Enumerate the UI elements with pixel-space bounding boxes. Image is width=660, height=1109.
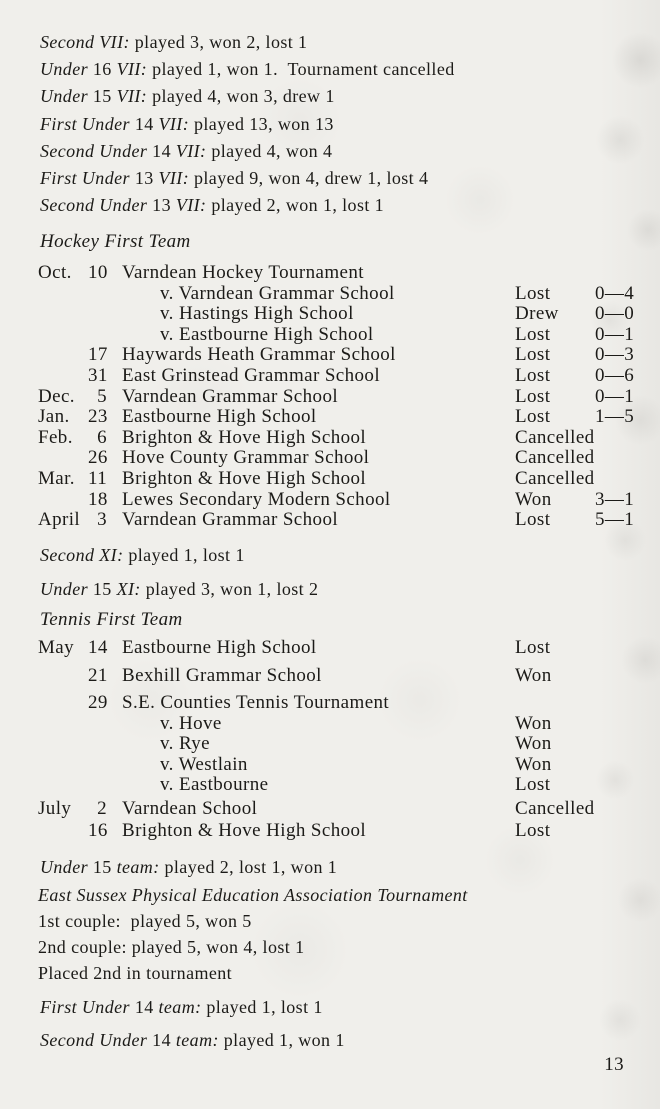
match-result: Lost (515, 820, 551, 842)
match-day (88, 304, 107, 325)
match-row (0, 284, 660, 305)
second-xi-summary: Second XI: played 1, lost 1 (40, 545, 245, 565)
match-row (0, 510, 660, 531)
match-month (38, 490, 88, 511)
match-opponent: Varndean School (122, 798, 258, 820)
match-row (0, 821, 660, 842)
match-row (0, 387, 660, 408)
match-month (38, 693, 88, 714)
match-month (38, 325, 88, 346)
match-opponent: v. Hastings High School (160, 303, 354, 325)
match-month (38, 714, 88, 735)
match-score (595, 714, 655, 735)
match-month: Mar. (38, 467, 75, 489)
match-result: Cancelled (515, 426, 595, 448)
match-result: Lost (515, 344, 551, 366)
match-opponent: v. Hove (160, 712, 222, 734)
match-day: 16 (88, 820, 108, 842)
hockey-section-heading: Hockey First Team (40, 231, 191, 252)
match-result: Cancelled (515, 798, 595, 820)
netball-summary-line: Under 15 VII: played 4, won 3, drew 1 (40, 86, 335, 107)
first-couple-summary: 1st couple: played 5, won 5 (38, 911, 252, 931)
match-row (0, 734, 660, 755)
match-row (0, 666, 660, 687)
match-month (38, 304, 88, 325)
match-row (0, 325, 660, 346)
match-day (88, 325, 107, 346)
match-row (0, 714, 660, 735)
match-score (595, 263, 655, 284)
second-under-14-summary: Second Under 14 team: played 1, won 1 (40, 1030, 345, 1050)
match-score (595, 428, 655, 449)
match-month: Oct. (38, 262, 72, 283)
netball-summary-line: Second VII: played 3, won 2, lost 1 (40, 32, 308, 52)
match-result: Cancelled (515, 447, 595, 469)
match-opponent: Varndean Grammar School (122, 509, 339, 531)
match-day: 2 (97, 798, 107, 820)
match-day: 23 (88, 406, 108, 428)
match-opponent: v. Rye (160, 733, 211, 755)
match-month: July (38, 798, 72, 820)
hockey-results-table (0, 263, 660, 531)
match-score: 0—1 (595, 385, 635, 407)
match-row (0, 345, 660, 366)
match-opponent: v. Varndean Grammar School (160, 282, 395, 304)
match-score: 0—1 (595, 323, 635, 345)
match-result: Lost (515, 364, 551, 386)
match-result: Drew (515, 303, 559, 325)
match-opponent: Varndean Hockey Tournament (122, 262, 364, 283)
match-row (0, 304, 660, 325)
match-row (0, 263, 660, 284)
match-opponent: v. Westlain (160, 753, 248, 775)
match-day: 18 (88, 488, 108, 510)
under-15-xi-summary: Under 15 XI: played 3, won 1, lost 2 (40, 579, 319, 599)
match-result (515, 263, 595, 284)
match-score: 0—3 (595, 344, 635, 366)
match-day (88, 755, 107, 776)
match-result: Won (515, 712, 552, 734)
netball-summary-line: Under 16 VII: played 1, won 1. Tournament cancelled (40, 59, 455, 80)
match-day: 31 (88, 364, 108, 386)
match-day: 21 (88, 664, 108, 686)
match-result: Lost (515, 385, 551, 407)
page-number: 13 (604, 1054, 624, 1075)
match-month (38, 755, 88, 776)
match-opponent: S.E. Counties Tennis Tournament (122, 691, 390, 713)
match-score: 0—6 (595, 364, 635, 386)
tennis-results-table (0, 638, 660, 842)
match-score (595, 469, 655, 490)
match-result: Won (515, 664, 552, 686)
match-row (0, 428, 660, 449)
match-result: Won (515, 488, 552, 510)
netball-summary-list (40, 29, 455, 219)
tennis-section-heading: Tennis First Team (40, 609, 183, 630)
match-opponent: v. Eastbourne High School (160, 323, 374, 345)
match-score: 0—0 (595, 303, 635, 325)
match-row (0, 775, 660, 796)
match-row (0, 366, 660, 387)
match-day (88, 775, 107, 796)
match-month: May (38, 637, 75, 658)
match-score (595, 693, 655, 714)
match-score (595, 775, 655, 796)
netball-summary-line: Second Under 13 VII: played 2, won 1, lost 1 (40, 195, 385, 216)
match-opponent: East Grinstead Grammar School (122, 364, 381, 386)
match-row (0, 799, 660, 820)
tournament-placing: Placed 2nd in tournament (38, 963, 233, 983)
match-month: Dec. (38, 385, 75, 407)
match-result: Lost (515, 637, 551, 658)
match-opponent: Eastbourne High School (122, 406, 317, 428)
match-day: 14 (88, 637, 108, 658)
netball-summary-line: First Under 13 VII: played 9, won 4, drew 1, lost 4 (40, 168, 429, 189)
match-row (0, 755, 660, 776)
match-month (38, 821, 88, 842)
match-opponent: Varndean Grammar School (122, 385, 339, 407)
match-day (88, 734, 107, 755)
match-score (595, 448, 655, 469)
match-month (38, 775, 88, 796)
match-opponent: Haywards Heath Grammar School (122, 344, 396, 366)
match-row (0, 407, 660, 428)
match-result: Lost (515, 406, 551, 428)
match-score: 0—4 (595, 282, 635, 304)
match-row (0, 469, 660, 490)
match-score: 3—1 (595, 488, 635, 510)
match-opponent: Brighton & Hove High School (122, 820, 367, 842)
match-day: 11 (88, 467, 108, 489)
match-month (38, 366, 88, 387)
match-score (595, 638, 655, 659)
match-result: Lost (515, 282, 551, 304)
match-row (0, 693, 660, 714)
match-day: 6 (97, 426, 107, 448)
match-result: Won (515, 733, 552, 755)
match-score: 1—5 (595, 406, 635, 428)
match-opponent: Lewes Secondary Modern School (122, 488, 391, 510)
match-day: 10 (88, 262, 108, 283)
match-row (0, 448, 660, 469)
match-result: Lost (515, 774, 551, 796)
match-day: 26 (88, 447, 108, 469)
match-score (595, 821, 655, 842)
match-month: Feb. (38, 426, 73, 448)
match-score: 5—1 (595, 509, 635, 531)
second-couple-summary: 2nd couple: played 5, won 4, lost 1 (38, 937, 305, 957)
under-15-team-summary: Under 15 team: played 2, lost 1, won 1 (40, 857, 338, 877)
match-opponent: Bexhill Grammar School (122, 664, 322, 686)
match-month (38, 666, 88, 687)
match-row (0, 638, 660, 659)
esepa-tournament-heading: East Sussex Physical Education Association Tournament (38, 885, 468, 905)
match-opponent: Hove County Grammar School (122, 447, 370, 469)
match-month: Jan. (38, 406, 70, 428)
match-month (38, 734, 88, 755)
match-row (0, 490, 660, 511)
match-result: Lost (515, 323, 551, 345)
match-result (515, 693, 595, 714)
match-month (38, 448, 88, 469)
match-score (595, 799, 655, 820)
match-day: 17 (88, 344, 108, 366)
first-under-14-summary: First Under 14 team: played 1, lost 1 (40, 997, 323, 1017)
match-day: 5 (97, 385, 107, 407)
match-day: 29 (88, 691, 108, 713)
match-opponent: Eastbourne High School (122, 637, 317, 658)
match-day (88, 714, 107, 735)
match-day (88, 284, 107, 305)
match-month: April (38, 509, 81, 531)
match-opponent: v. Eastbourne (160, 774, 269, 796)
netball-summary-line: First Under 14 VII: played 13, won 13 (40, 113, 334, 134)
match-score (595, 734, 655, 755)
match-result: Lost (515, 509, 551, 531)
match-month (38, 345, 88, 366)
netball-summary-line: Second Under 14 VII: played 4, won 4 (40, 140, 333, 161)
match-score (595, 666, 655, 687)
match-opponent: Brighton & Hove High School (122, 426, 367, 448)
match-result: Cancelled (515, 467, 595, 489)
match-month (38, 284, 88, 305)
match-day: 3 (97, 509, 107, 531)
match-result: Won (515, 753, 552, 775)
match-score (595, 755, 655, 776)
match-opponent: Brighton & Hove High School (122, 467, 367, 489)
